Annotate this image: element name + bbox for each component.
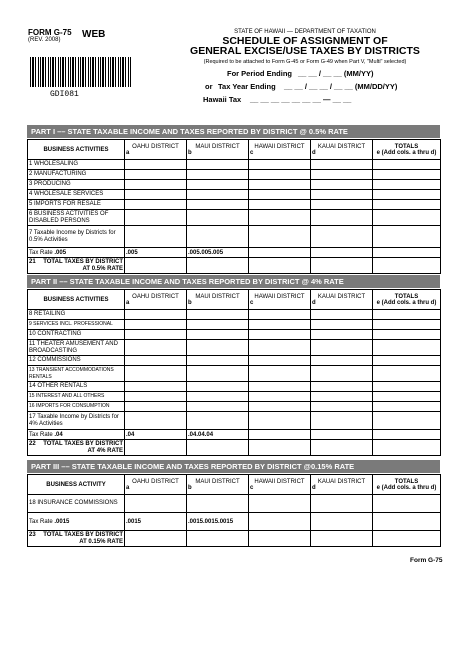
col-oahu-label: OAHU DISTRICT — [132, 478, 179, 485]
input-cell[interactable] — [125, 392, 187, 402]
input-cell[interactable] — [373, 180, 441, 190]
input-cell[interactable] — [249, 226, 311, 248]
input-cell[interactable] — [249, 210, 311, 226]
input-cell[interactable] — [311, 392, 373, 402]
input-cell[interactable] — [373, 366, 441, 382]
input-cell[interactable] — [373, 330, 441, 340]
input-cell[interactable] — [187, 402, 249, 412]
row-label: 12 COMMISSIONS — [28, 356, 125, 366]
input-cell[interactable] — [125, 440, 187, 456]
part2-title: PART II –– STATE TAXABLE INCOME AND TAXES REPORTED BY DISTRICT @ 4% RATE — [27, 275, 440, 288]
col-oahu-label: OAHU DISTRICT — [132, 143, 179, 150]
col-hawaii — [249, 140, 311, 160]
input-cell[interactable] — [249, 160, 311, 170]
col-kauai-label: KAUAI DISTRICT — [317, 143, 366, 150]
tax-rate-value: .0015 — [218, 518, 234, 525]
input-cell[interactable] — [311, 180, 373, 190]
input-cell[interactable] — [249, 340, 311, 356]
input-cell[interactable] — [373, 531, 441, 547]
input-cell[interactable] — [125, 340, 187, 356]
col-maui — [187, 475, 249, 495]
input-cell[interactable] — [311, 330, 373, 340]
tax-rate-cell — [373, 513, 441, 531]
input-cell[interactable] — [187, 226, 249, 248]
period-ending-label: For Period Ending — [227, 69, 292, 78]
total-taxes-cell — [28, 440, 125, 456]
form-title-line1: SCHEDULE OF ASSIGNMENT OF — [222, 35, 388, 47]
input-cell[interactable] — [187, 180, 249, 190]
line-number: 21 — [29, 258, 36, 265]
input-cell[interactable] — [249, 170, 311, 180]
input-cell[interactable] — [311, 356, 373, 366]
col-hawaii-label: HAWAII DISTRICT — [254, 143, 305, 150]
col-hawaii-label: HAWAII DISTRICT — [254, 293, 305, 300]
total-taxes-cell — [28, 531, 125, 547]
input-cell[interactable] — [373, 412, 441, 430]
input-cell[interactable] — [187, 330, 249, 340]
col-b: b — [188, 299, 192, 306]
line-number: 23 — [29, 531, 36, 538]
input-cell[interactable] — [187, 366, 249, 382]
tax-rate-cell — [249, 513, 311, 531]
input-cell[interactable] — [249, 190, 311, 200]
col-totals-sub: e (Add cols. a thru d) — [376, 484, 437, 491]
input-cell[interactable] — [125, 330, 187, 340]
input-cell[interactable] — [125, 402, 187, 412]
tax-rate-cell — [373, 248, 441, 258]
hawaii-tax-id-field[interactable]: __ __ __ __ __ __ __ — __ __ — [250, 95, 352, 104]
input-cell[interactable] — [373, 392, 441, 402]
input-cell[interactable] — [125, 200, 187, 210]
col-maui — [187, 290, 249, 310]
col-c: c — [250, 299, 254, 306]
tax-year-ending-label: Tax Year Ending — [218, 82, 276, 91]
row-label: 11 THEATER AMUSEMENT AND BROADCASTING — [28, 340, 125, 356]
col-a: a — [126, 299, 130, 306]
input-cell[interactable] — [125, 320, 187, 330]
tax-rate-value: .005 — [188, 249, 200, 256]
input-cell[interactable] — [249, 402, 311, 412]
input-cell[interactable] — [311, 440, 373, 456]
tax-rate-value: .0015 — [188, 518, 204, 525]
col-oahu — [125, 475, 187, 495]
period-ending-field[interactable]: __ __ / __ __ (MM/YY) — [298, 69, 374, 78]
input-cell[interactable] — [373, 258, 441, 274]
input-cell[interactable] — [187, 495, 249, 513]
tax-rate-value: .005 — [211, 249, 224, 256]
input-cell[interactable] — [373, 402, 441, 412]
col-activity: BUSINESS ACTIVITIES — [28, 290, 125, 310]
row-label: 18 INSURANCE COMMISSIONS — [28, 495, 125, 513]
input-cell[interactable] — [187, 412, 249, 430]
col-totals-label: TOTALS — [394, 478, 419, 485]
input-cell[interactable] — [249, 531, 311, 547]
barcode-text: GDI081 — [50, 90, 79, 99]
tax-rate-cell — [187, 513, 249, 531]
col-kauai — [311, 475, 373, 495]
row-label: 10 CONTRACTING — [28, 330, 125, 340]
row-label: 16 IMPORTS FOR CONSUMPTION — [28, 402, 125, 412]
input-cell[interactable] — [249, 392, 311, 402]
input-cell[interactable] — [187, 190, 249, 200]
row-label: 13 TRANSIENT ACCOMMODATIONS RENTALS — [28, 366, 125, 382]
input-cell[interactable] — [125, 531, 187, 547]
agency-name: STATE OF HAWAII — DEPARTMENT OF TAXATION — [234, 29, 376, 35]
tax-rate-cell — [125, 513, 187, 531]
row-label: 2 MANUFACTURING — [28, 170, 125, 180]
col-kauai — [311, 140, 373, 160]
tax-rate-label: Tax Rate — [29, 249, 53, 256]
input-cell[interactable] — [187, 210, 249, 226]
col-totals — [373, 290, 441, 310]
input-cell[interactable] — [187, 160, 249, 170]
input-cell[interactable] — [373, 382, 441, 392]
input-cell[interactable] — [125, 356, 187, 366]
col-maui-label: MAUI DISTRICT — [195, 478, 240, 485]
input-cell[interactable] — [249, 412, 311, 430]
tax-rate-cell — [28, 430, 125, 440]
input-cell[interactable] — [125, 160, 187, 170]
tax-rate-cell — [187, 248, 249, 258]
col-maui-label: MAUI DISTRICT — [195, 293, 240, 300]
input-cell[interactable] — [187, 310, 249, 320]
tax-rate-label: Tax Rate — [29, 431, 53, 438]
col-maui — [187, 140, 249, 160]
col-c: c — [250, 149, 254, 156]
input-cell[interactable] — [249, 495, 311, 513]
row-label: 14 OTHER RENTALS — [28, 382, 125, 392]
input-cell[interactable] — [311, 226, 373, 248]
col-activity: BUSINESS ACTIVITY — [28, 475, 125, 495]
input-cell[interactable] — [187, 170, 249, 180]
row-label: 9 SERVICES INCL. PROFESSIONAL — [28, 320, 125, 330]
input-cell[interactable] — [125, 382, 187, 392]
tax-rate-value: .005 — [54, 249, 67, 256]
row-label: 5 IMPORTS FOR RESALE — [28, 200, 125, 210]
input-cell[interactable] — [187, 200, 249, 210]
total-taxes-cell — [28, 258, 125, 274]
row-label: 15 INTEREST AND ALL OTHERS — [28, 392, 125, 402]
part2-table — [27, 289, 441, 456]
col-oahu — [125, 140, 187, 160]
input-cell[interactable] — [249, 320, 311, 330]
input-cell[interactable] — [311, 495, 373, 513]
col-d: d — [312, 299, 316, 306]
col-c: c — [250, 484, 254, 491]
line-number: 22 — [29, 440, 36, 447]
input-cell[interactable] — [125, 412, 187, 430]
tax-rate-cell — [311, 248, 373, 258]
col-totals-sub: e (Add cols. a thru d) — [376, 299, 437, 306]
col-totals — [373, 475, 441, 495]
col-totals-sub: e (Add cols. a thru d) — [376, 149, 437, 156]
tax-rate-cell — [28, 513, 125, 531]
form-id: FORM G-75 — [28, 28, 72, 37]
tax-rate-cell — [249, 248, 311, 258]
tax-rate-cell — [125, 248, 187, 258]
input-cell[interactable] — [249, 382, 311, 392]
row-label: 6 BUSINESS ACTIVITIES OF DISABLED PERSONS — [28, 210, 125, 226]
col-d: d — [312, 149, 316, 156]
total-taxes-label: TOTAL TAXES BY DISTRICT AT 0.5% RATE — [43, 258, 123, 272]
tax-rate-value: .0015 — [203, 518, 219, 525]
input-cell[interactable] — [311, 366, 373, 382]
form-title-line2: GENERAL EXCISE/USE TAXES BY DISTRICTS — [190, 45, 420, 57]
input-cell[interactable] — [373, 226, 441, 248]
input-cell[interactable] — [311, 382, 373, 392]
input-cell[interactable] — [187, 340, 249, 356]
input-cell[interactable] — [187, 531, 249, 547]
tax-rate-value: .005 — [199, 249, 212, 256]
part1-table — [27, 139, 441, 274]
input-cell[interactable] — [249, 258, 311, 274]
input-cell[interactable] — [187, 258, 249, 274]
web-label: WEB — [82, 29, 106, 40]
col-kauai-label: KAUAI DISTRICT — [317, 293, 366, 300]
input-cell[interactable] — [187, 440, 249, 456]
input-cell[interactable] — [373, 440, 441, 456]
input-cell[interactable] — [311, 170, 373, 180]
tax-rate-value: .04 — [188, 431, 197, 438]
input-cell[interactable] — [373, 160, 441, 170]
input-cell[interactable] — [311, 531, 373, 547]
input-cell[interactable] — [311, 340, 373, 356]
col-kauai — [311, 290, 373, 310]
form-revision: (REV. 2008) — [28, 37, 61, 43]
col-activity: BUSINESS ACTIVITIES — [28, 140, 125, 160]
barcode — [30, 57, 131, 87]
tax-rate-cell — [125, 430, 187, 440]
input-cell[interactable] — [373, 190, 441, 200]
col-totals-label: TOTALS — [394, 293, 419, 300]
col-totals — [373, 140, 441, 160]
taxable-income-label: 17 Taxable Income by Districts for 4% Activities — [28, 412, 125, 430]
input-cell[interactable] — [125, 190, 187, 200]
input-cell[interactable] — [311, 258, 373, 274]
input-cell[interactable] — [125, 170, 187, 180]
tax-rate-cell — [187, 430, 249, 440]
input-cell[interactable] — [311, 320, 373, 330]
tax-rate-cell — [311, 513, 373, 531]
or-label: or — [205, 82, 213, 91]
row-label: 8 RETAILING — [28, 310, 125, 320]
part3-title: PART III –– STATE TAXABLE INCOME AND TAXES REPORTED BY DISTRICT @0.15% RATE — [27, 460, 440, 473]
input-cell[interactable] — [373, 340, 441, 356]
input-cell[interactable] — [373, 495, 441, 513]
col-totals-label: TOTALS — [394, 143, 419, 150]
tax-rate-value: .005 — [126, 249, 138, 256]
input-cell[interactable] — [373, 210, 441, 226]
col-oahu — [125, 290, 187, 310]
input-cell[interactable] — [187, 356, 249, 366]
col-d: d — [312, 484, 316, 491]
input-cell[interactable] — [311, 210, 373, 226]
col-hawaii — [249, 290, 311, 310]
col-a: a — [126, 484, 130, 491]
taxable-income-label: 7 Taxable Income by Districts for 0.5% Activities — [28, 226, 125, 248]
input-cell[interactable] — [249, 356, 311, 366]
part3-table — [27, 474, 441, 547]
col-b: b — [188, 484, 192, 491]
input-cell[interactable] — [125, 310, 187, 320]
input-cell[interactable] — [311, 160, 373, 170]
footer-form-id: Form G-75 — [410, 557, 443, 564]
total-taxes-label: TOTAL TAXES BY DISTRICT AT 0.15% RATE — [43, 531, 123, 545]
input-cell[interactable] — [311, 190, 373, 200]
input-cell[interactable] — [249, 200, 311, 210]
col-hawaii — [249, 475, 311, 495]
col-a: a — [126, 149, 130, 156]
input-cell[interactable] — [373, 170, 441, 180]
hawaii-tax-label: Hawaii Tax — [203, 95, 242, 104]
tax-year-ending-field[interactable]: __ __ / __ __ / __ __ (MM/DD/YY) — [284, 82, 398, 91]
tax-rate-value: .0015 — [54, 518, 70, 525]
tax-rate-cell — [28, 248, 125, 258]
input-cell[interactable] — [125, 366, 187, 382]
total-taxes-label: TOTAL TAXES BY DISTRICT AT 4% RATE — [43, 440, 123, 454]
input-cell[interactable] — [311, 310, 373, 320]
tax-rate-value: .04 — [196, 431, 205, 438]
input-cell[interactable] — [249, 310, 311, 320]
col-hawaii-label: HAWAII DISTRICT — [254, 478, 305, 485]
input-cell[interactable] — [187, 320, 249, 330]
col-kauai-label: KAUAI DISTRICT — [317, 478, 366, 485]
input-cell[interactable] — [311, 200, 373, 210]
input-cell[interactable] — [125, 226, 187, 248]
col-oahu-label: OAHU DISTRICT — [132, 293, 179, 300]
input-cell[interactable] — [373, 200, 441, 210]
row-label: 4 WHOLESALE SERVICES — [28, 190, 125, 200]
tax-rate-value: .0015 — [126, 518, 142, 525]
input-cell[interactable] — [125, 210, 187, 226]
row-label: 1 WHOLESALING — [28, 160, 125, 170]
input-cell[interactable] — [249, 440, 311, 456]
input-cell[interactable] — [373, 320, 441, 330]
input-cell[interactable] — [249, 330, 311, 340]
input-cell[interactable] — [373, 356, 441, 366]
tax-rate-cell — [311, 430, 373, 440]
tax-rate-value: .04 — [54, 431, 63, 438]
input-cell[interactable] — [311, 402, 373, 412]
input-cell[interactable] — [311, 412, 373, 430]
tax-rate-cell — [249, 430, 311, 440]
input-cell[interactable] — [249, 366, 311, 382]
input-cell[interactable] — [187, 382, 249, 392]
input-cell[interactable] — [125, 180, 187, 190]
input-cell[interactable] — [125, 495, 187, 513]
attachment-note: (Required to be attached to Form G-45 or Form G-49 when Part V, "Multi" selected) — [203, 59, 407, 65]
tax-rate-label: Tax Rate — [29, 518, 53, 525]
input-cell[interactable] — [125, 258, 187, 274]
col-b: b — [188, 149, 192, 156]
tax-rate-value: .04 — [126, 431, 135, 438]
col-maui-label: MAUI DISTRICT — [195, 143, 240, 150]
input-cell[interactable] — [373, 310, 441, 320]
tax-rate-cell — [373, 430, 441, 440]
input-cell[interactable] — [249, 180, 311, 190]
row-label: 3 PRODUCING — [28, 180, 125, 190]
part1-title: PART I –– STATE TAXABLE INCOME AND TAXES REPORTED BY DISTRICT @ 0.5% RATE — [27, 125, 440, 138]
tax-rate-value: .04 — [204, 431, 214, 438]
input-cell[interactable] — [187, 392, 249, 402]
